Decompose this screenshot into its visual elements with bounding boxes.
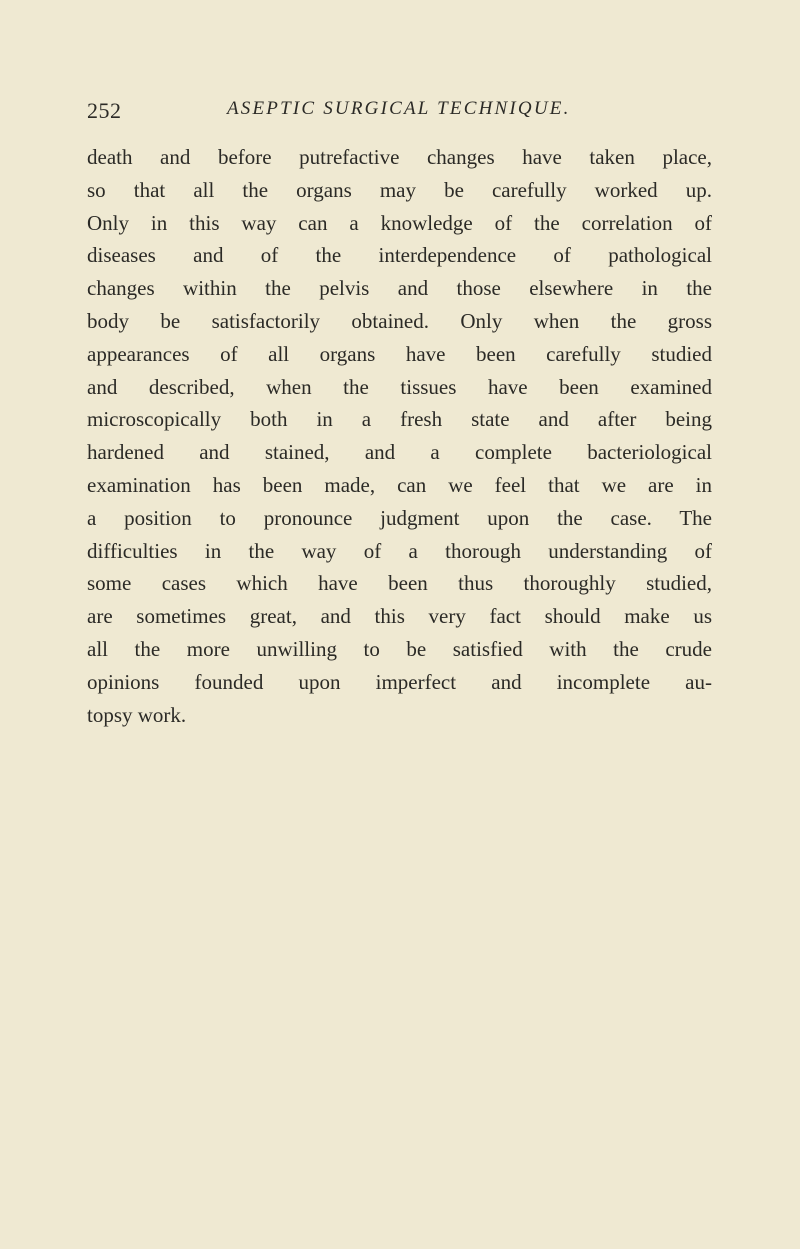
text-line: body be satisfactorily obtained. Only when the gross xyxy=(87,308,712,333)
text-line: some cases which have been thus thoroughly studied, xyxy=(87,571,712,596)
text-line: opinions founded upon imperfect and incomplete au- xyxy=(87,669,712,694)
text-line: so that all the organs may be carefully worked up. xyxy=(87,177,712,202)
text-line: microscopically both in a fresh state and after being xyxy=(87,407,712,432)
text-line: are sometimes great, and this very fact should make us xyxy=(87,604,712,629)
text-line: Only in this way can a knowledge of the correlation of xyxy=(87,210,712,235)
text-line: hardened and stained, and a complete bacteriological xyxy=(87,440,712,465)
running-title: ASEPTIC SURGICAL TECHNIQUE. xyxy=(227,98,571,119)
text-line: changes within the pelvis and those elsewhere in the xyxy=(87,276,712,301)
text-line: appearances of all organs have been carefully studied xyxy=(87,341,712,366)
page-number: 252 xyxy=(87,98,122,123)
text-line: examination has been made, can we feel that we are in xyxy=(87,472,712,497)
text-line: difficulties in the way of a thorough understanding of xyxy=(87,538,712,563)
text-line: and described, when the tissues have been examined xyxy=(87,374,712,399)
text-line: diseases and of the interdependence of pathological xyxy=(87,243,712,268)
text-line: all the more unwilling to be satisfied with the crude xyxy=(87,636,712,661)
body-paragraph xyxy=(87,141,712,731)
text-line: topsy work. xyxy=(87,702,187,727)
text-line: death and before putrefactive changes have taken place, xyxy=(87,145,712,169)
page-header xyxy=(87,98,717,128)
text-line: a position to pronounce judgment upon the case. The xyxy=(87,505,712,530)
